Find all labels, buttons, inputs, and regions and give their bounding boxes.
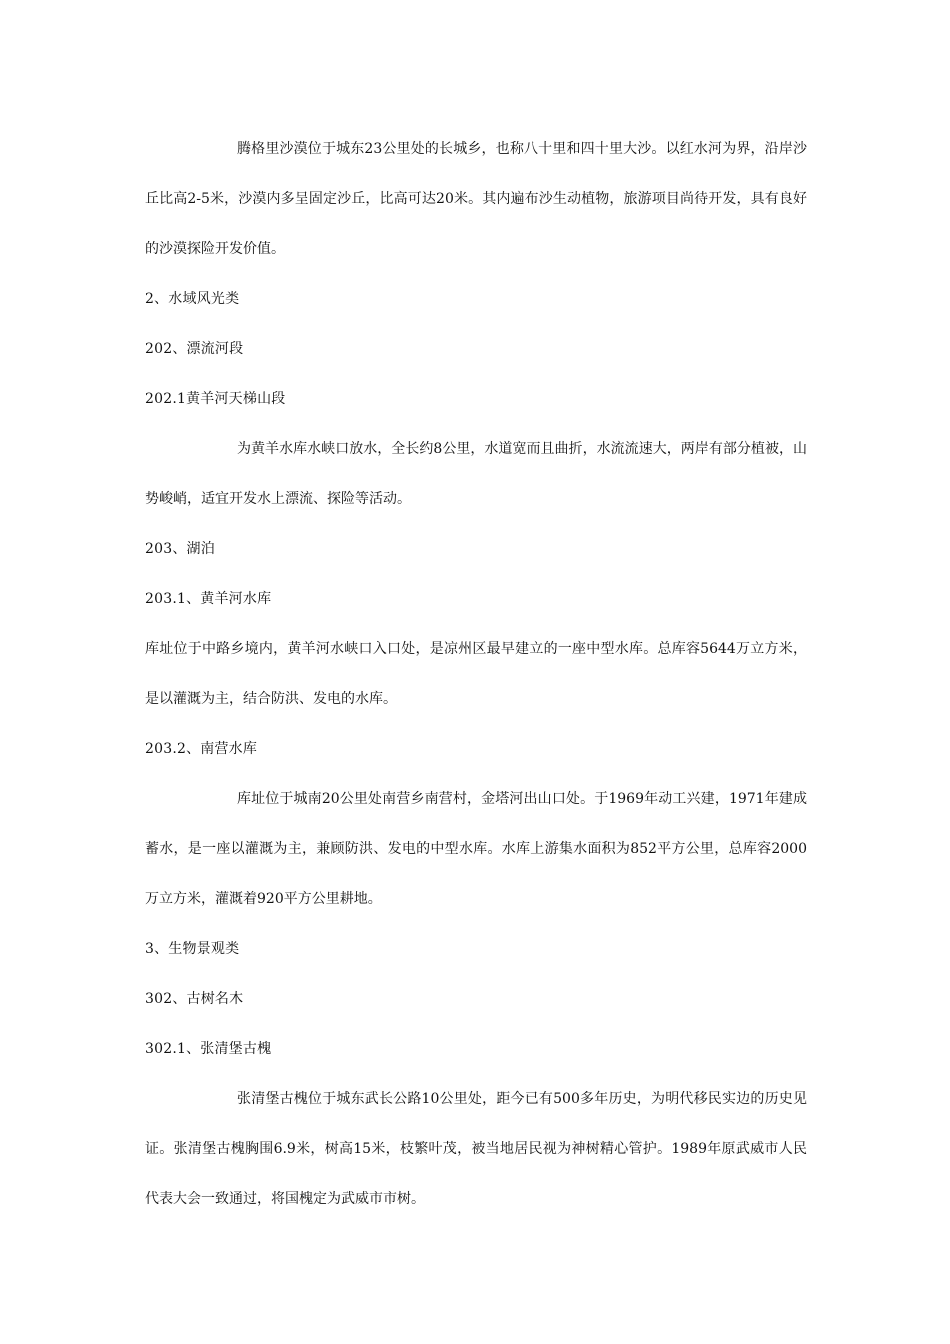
heading-rafting-sections: 202、漂流河段 [145, 341, 244, 357]
heading-water-scenery: 2、水域风光类 [145, 291, 240, 307]
heading-huangyang-reservoir: 203.1、黄羊河水库 [145, 591, 272, 607]
heading-huangyang-tianti: 202.1黄羊河天梯山段 [145, 391, 286, 407]
document-body [145, 124, 807, 1224]
paragraph-nanying-reservoir: 库址位于城南20公里处南营乡南营村，金塔河出山口处。于1969年动工兴建，1971年建成蓄水，是一座以灌溉为主，兼顾防洪、发电的中型水库。水库上游集水面积为852平方公里，总库容2000万立方米，灌溉着920平方公里耕地。 [145, 791, 807, 907]
heading-lakes: 203、湖泊 [145, 541, 215, 557]
paragraph-tengger-desert: 腾格里沙漠位于城东23公里处的长城乡，也称八十里和四十里大沙。以红水河为界，沿岸沙丘比高2-5米，沙漠内多呈固定沙丘，比高可达20米。其内遍布沙生动植物，旅游项目尚待开发，具有良好的沙漠探险开发价值。 [145, 141, 807, 257]
heading-nanying-reservoir: 203.2、南营水库 [145, 741, 258, 757]
paragraph-huangyang-rafting: 为黄羊水库水峡口放水，全长约8公里，水道宽而且曲折，水流流速大，两岸有部分植被，山势峻峭，适宜开发水上漂流、探险等活动。 [145, 441, 807, 507]
paragraph-zhangqingpu-locust: 张清堡古槐位于城东武长公路10公里处，距今已有500多年历史，为明代移民实边的历史见证。张清堡古槐胸围6.9米，树高15米，枝繁叶茂，被当地居民视为神树精心管护。1989年原武威市人民代表大会一致通过，将国槐定为武威市市树。 [145, 1091, 807, 1207]
heading-zhangqingpu-locust: 302.1、张清堡古槐 [145, 1041, 272, 1057]
heading-biological-landscape: 3、生物景观类 [145, 941, 240, 957]
paragraph-huangyang-reservoir: 库址位于中路乡境内，黄羊河水峡口入口处，是凉州区最早建立的一座中型水库。总库容5644万立方米，是以灌溉为主，结合防洪、发电的水库。 [145, 641, 807, 707]
heading-ancient-trees: 302、古树名木 [145, 991, 244, 1007]
